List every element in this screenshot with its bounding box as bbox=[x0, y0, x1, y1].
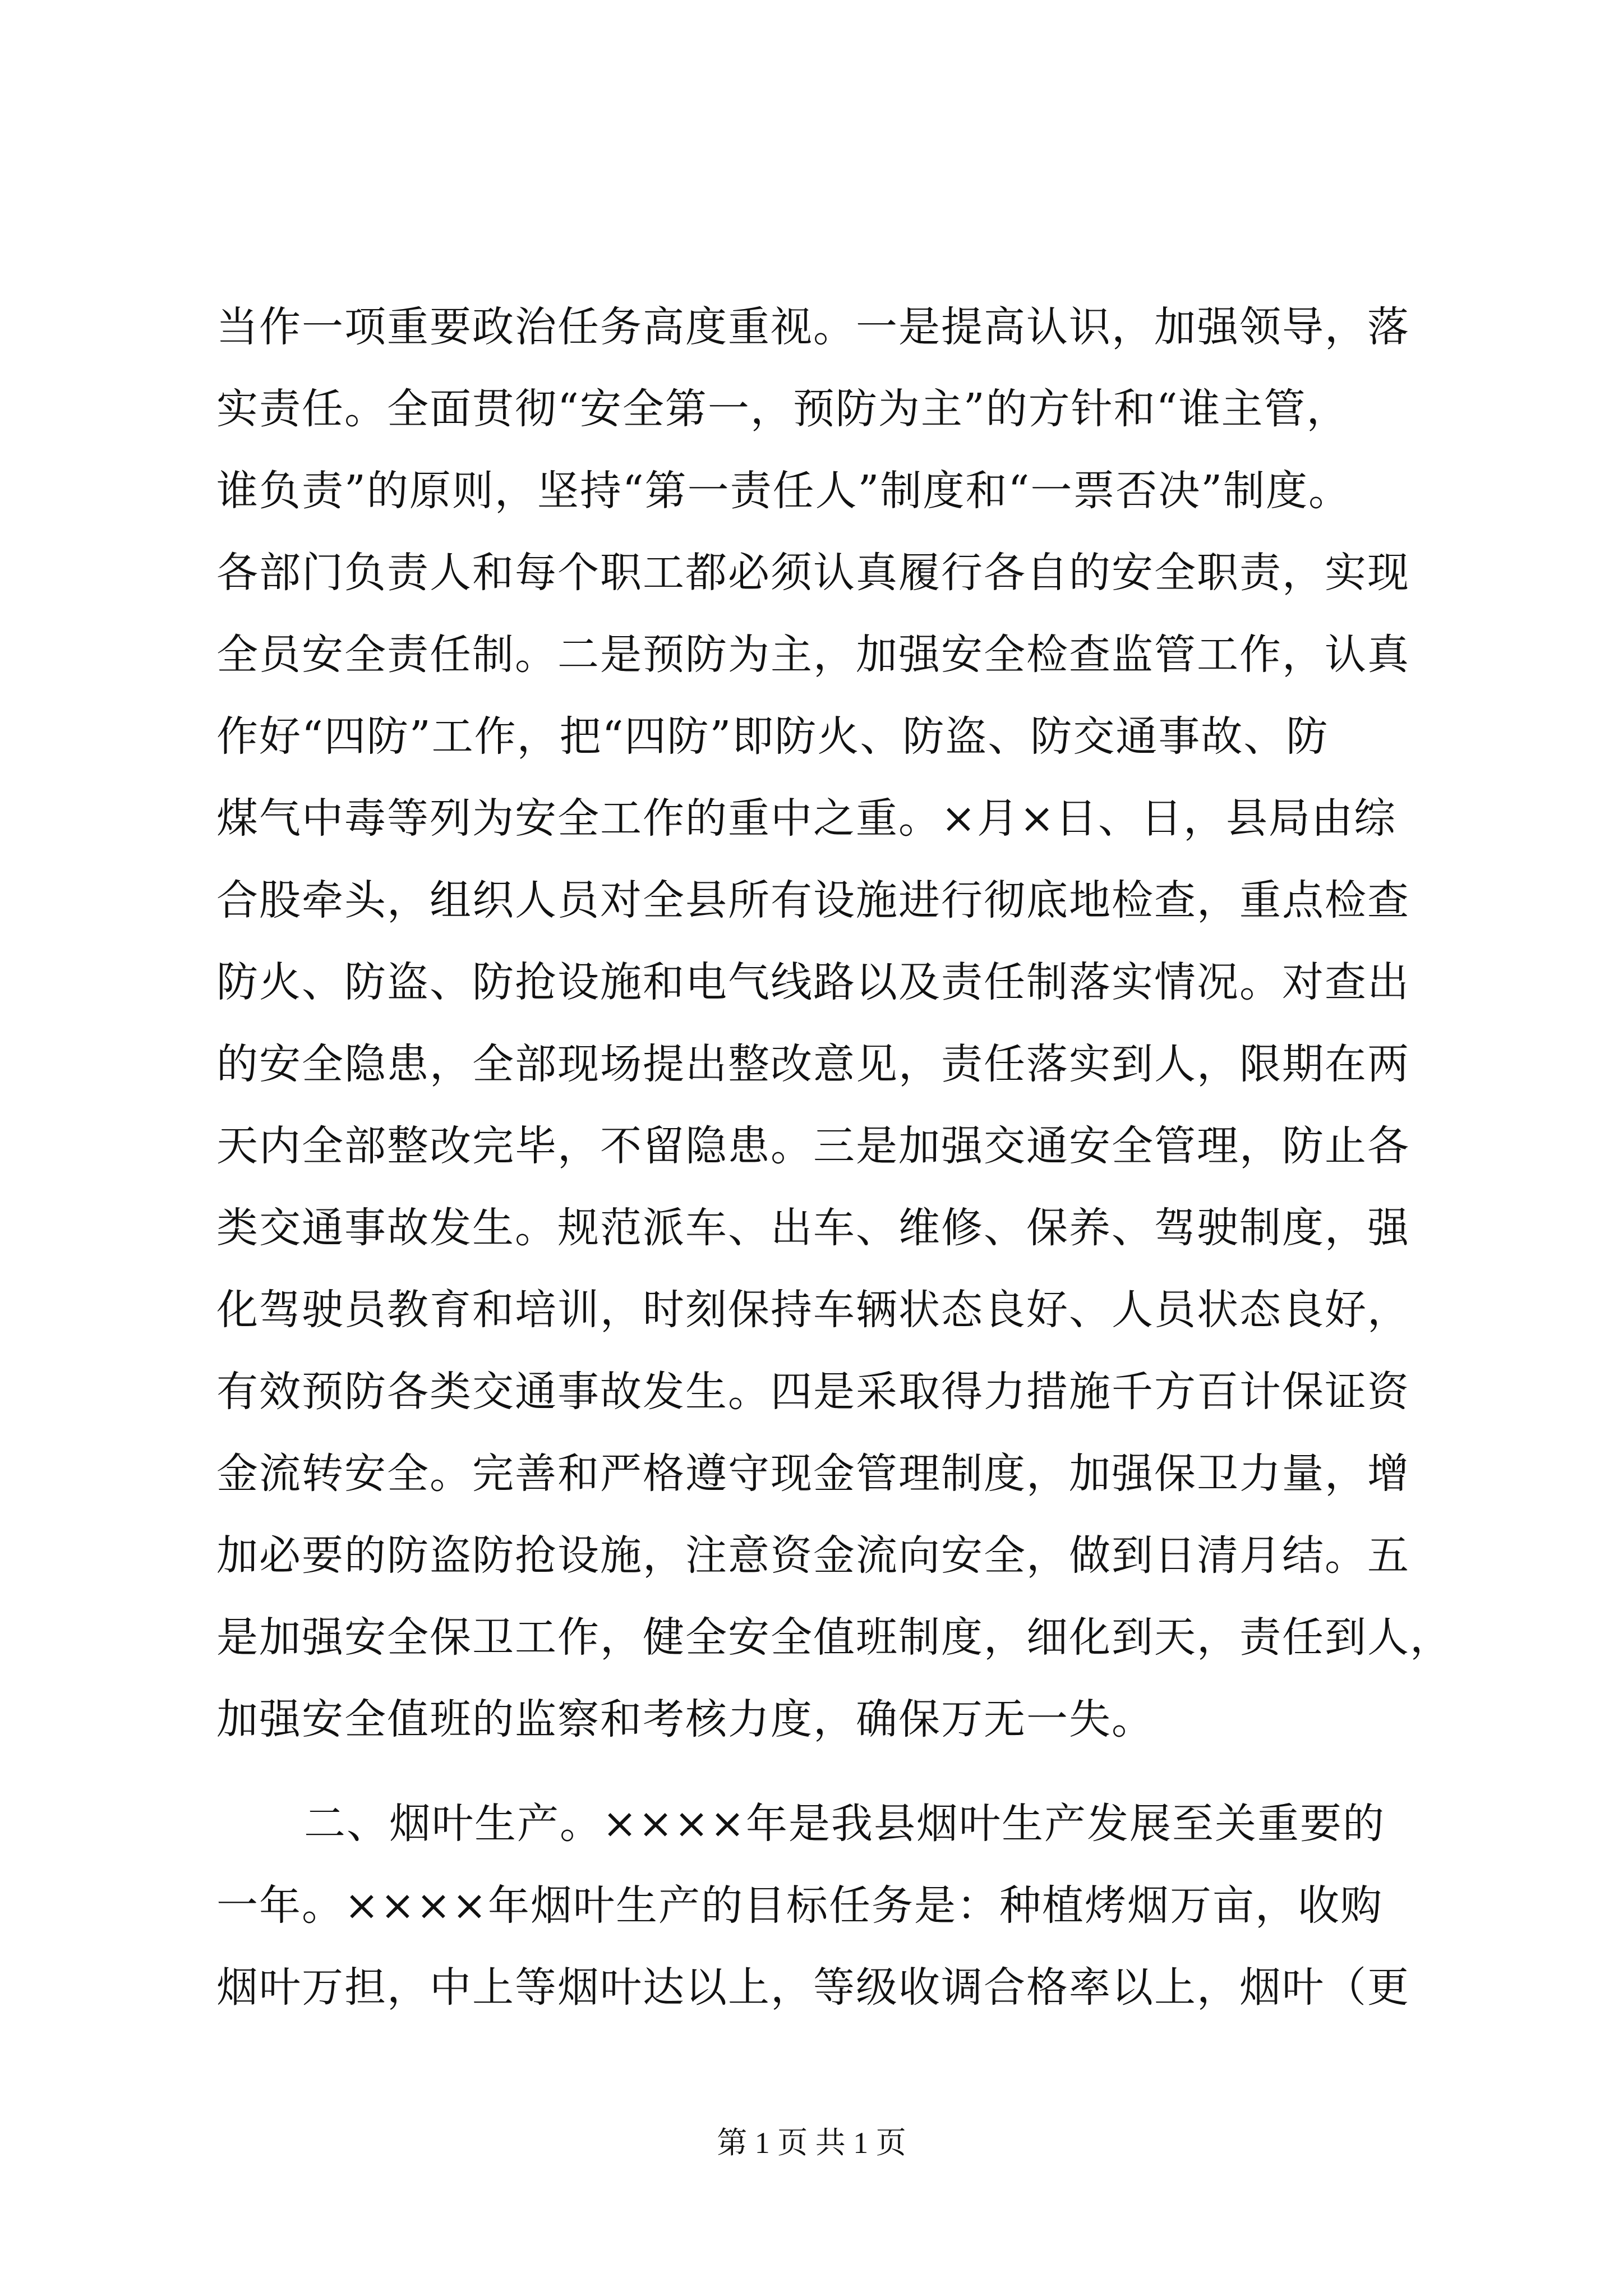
paragraph-line: 二、烟叶生产。××××年是我县烟叶生产发展至关重要的 bbox=[304, 1800, 1386, 1848]
paragraph-line: 类交通事故发生。规范派车、出车、维修、保养、驾驶制度，强 bbox=[216, 1204, 1410, 1252]
paragraph-line: 作好“四防”工作，把“四防”即防火、防盗、防交通事故、防 bbox=[216, 712, 1329, 761]
paragraph-gap bbox=[216, 1760, 1428, 1783]
paragraph-line: 一年。××××年烟叶生产的目标任务是：种植烤烟万亩，收购 bbox=[216, 1881, 1384, 1930]
page-number-label: 第 1 页 共 1 页 bbox=[717, 2126, 906, 2160]
paragraph-line: 煤气中毒等列为安全工作的重中之重。×月×日、日，县局由综 bbox=[216, 794, 1397, 843]
paragraph-line: 的安全隐患，全部现场提出整改意见，责任落实到人，限期在两 bbox=[216, 1040, 1410, 1088]
paragraph-line: 是加强安全保卫工作，健全安全值班制度，细化到天，责任到人， bbox=[216, 1613, 1453, 1662]
paragraph-line: 加必要的防盗防抢设施，注意资金流向安全，做到日清月结。五 bbox=[216, 1531, 1410, 1580]
page-footer bbox=[0, 2120, 1623, 2165]
paragraph-line: 谁负责”的原则，坚持“第一责任人”制度和“一票否决”制度。 bbox=[216, 467, 1352, 515]
paragraph-line: 天内全部整改完毕，不留隐患。三是加强交通安全管理，防止各 bbox=[216, 1122, 1410, 1170]
paragraph-line: 合股牵头，组织人员对全县所有设施进行彻底地检查，重点检查 bbox=[216, 876, 1410, 924]
paragraph-line: 当作一项重要政治任务高度重视。一是提高认识，加强领导，落 bbox=[216, 303, 1410, 351]
paragraph-line: 烟叶万担，中上等烟叶达以上，等级收调合格率以上，烟叶（更 bbox=[216, 1963, 1410, 2012]
paragraph-line: 有效预防各类交通事故发生。四是采取得力措施千方百计保证资 bbox=[216, 1368, 1410, 1416]
paragraph-line: 化驾驶员教育和培训，时刻保持车辆状态良好、人员状态良好， bbox=[216, 1286, 1410, 1334]
paragraph-line: 金流转安全。完善和严格遵守现金管理制度，加强保卫力量，增 bbox=[216, 1450, 1410, 1498]
paragraph-line: 防火、防盗、防抢设施和电气线路以及责任制落实情况。对查出 bbox=[216, 958, 1410, 1006]
paragraph-line: 各部门负责人和每个职工都必须认真履行各自的安全职责，实现 bbox=[216, 549, 1410, 597]
paragraph-line: 加强安全值班的监察和考核力度，确保万无一失。 bbox=[216, 1695, 1154, 1743]
document-body bbox=[216, 286, 1453, 2028]
paragraph-line: 全员安全责任制。二是预防为主，加强安全检查监管工作，认真 bbox=[216, 631, 1410, 679]
paragraph-line: 实责任。全面贯彻“安全第一，预防为主”的方针和“谁主管， bbox=[216, 385, 1349, 433]
